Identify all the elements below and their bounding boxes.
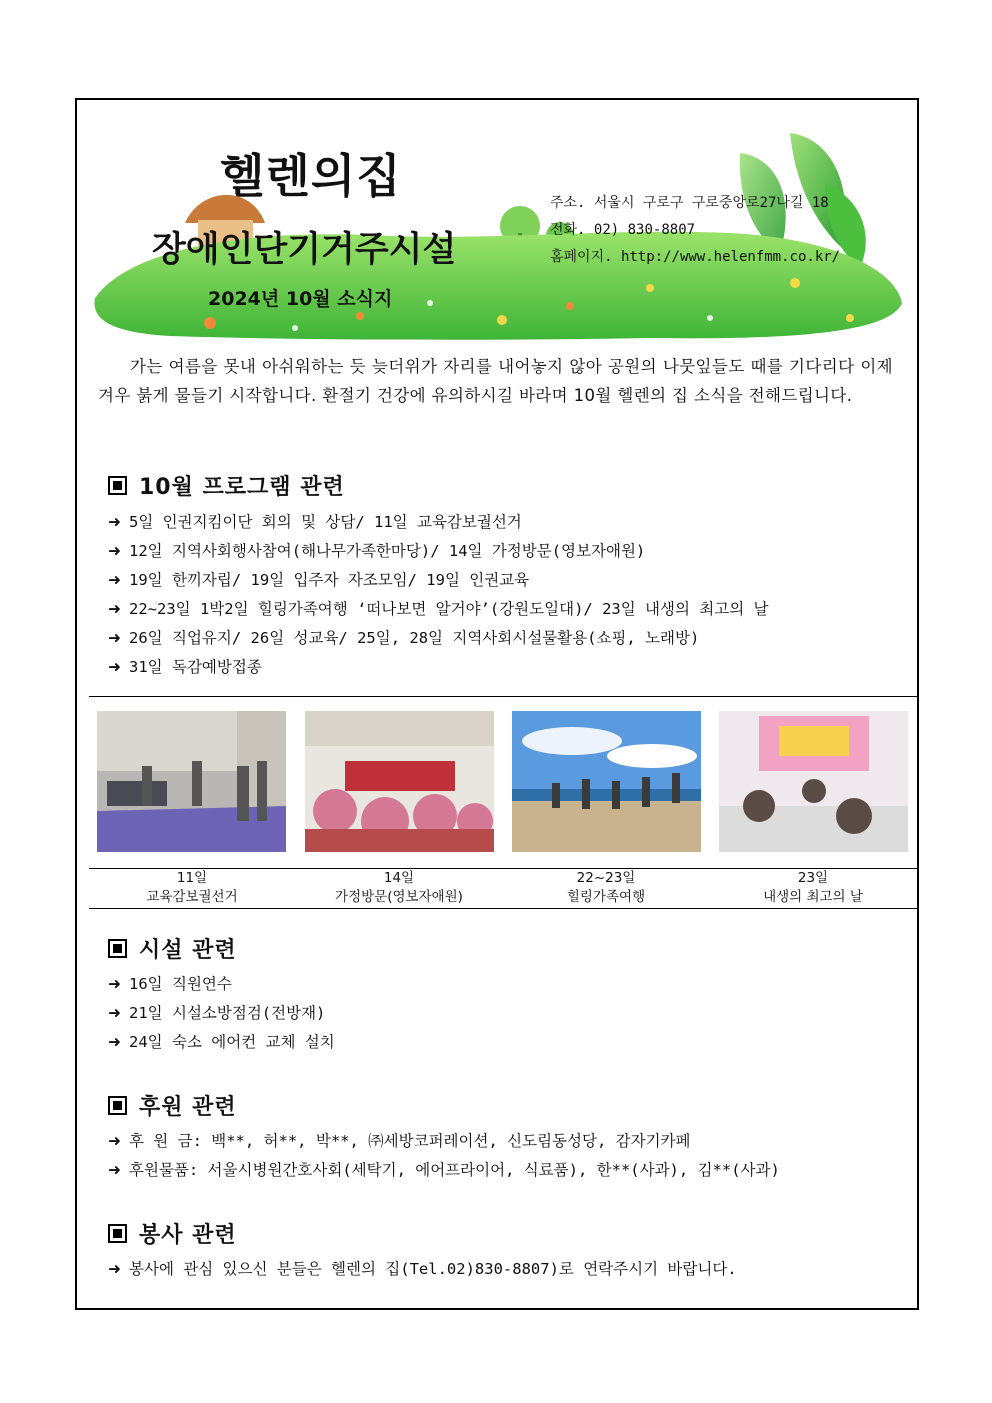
square-bullet-icon [108, 939, 127, 958]
list-item: ➜ 26일 직업유지/ 26일 성교육/ 25일, 28일 지역사회시설물활용(쇼핑, 노래방) [108, 629, 700, 647]
homepage-link[interactable]: 홈페이지. http://www.helenfmm.co.kr/ [550, 249, 841, 265]
photo-election [97, 711, 286, 852]
sponsor-list [108, 1127, 780, 1185]
arrow-icon: ➜ [108, 1033, 121, 1051]
arrow-icon: ➜ [108, 600, 121, 618]
list-item: ➜ 16일 직원연수 [108, 975, 232, 993]
arrow-icon: ➜ [108, 1004, 121, 1022]
square-bullet-icon [108, 1224, 127, 1243]
program-heading: 10월 프로그램 관련 [108, 470, 345, 501]
divider [89, 696, 917, 697]
arrow-icon: ➜ [108, 629, 121, 647]
program-list [108, 508, 769, 682]
intro-paragraph: 가는 여름을 못내 아쉬워하는 듯 늦더위가 자리를 내어놓지 않아 공원의 나뭇잎들도 때를 기다리다 이제 겨우 붉게 물들기 시작합니다. 환절기 건강에 유의하시길 바라며 10월 헬렌의 집 소식을 전해드립니다. [98, 357, 893, 405]
newsletter-title: 헬렌의집 [220, 149, 402, 203]
photo-beach-trip [512, 711, 701, 852]
list-item: ➜ 12일 지역사회행사참여(해나무가족한마당)/ 14일 가정방문(영보자애원) [108, 542, 646, 560]
list-item: ➜ 19일 한끼자립/ 19일 입주자 자조모임/ 19일 인권교육 [108, 571, 530, 589]
address-text: 주소. 서울시 구로구 구로중앙로27나길 18 [550, 195, 829, 211]
newsletter-header [90, 128, 905, 343]
list-item: ➜ 후 원 금: 백**, 허**, 박**, ㈜세방코퍼레이션, 신도림동성당, 감자기카페 [108, 1132, 691, 1150]
arrow-icon: ➜ [108, 1161, 121, 1179]
sponsor-heading: 후원 관련 [108, 1090, 237, 1121]
list-item: ➜ 후원물품: 서울시병원간호사회(세탁기, 에어프라이어, 식료품), 한**(사과), 김**(사과) [108, 1161, 780, 1179]
list-item: ➜ 봉사에 관심 있으신 분들은 헬렌의 집(Tel.02)830-8807)로 연락주시기 바랍니다. [108, 1260, 737, 1278]
photo-caption: 14일 가정방문(영보자애원) [335, 870, 463, 905]
photo-home-visit [305, 711, 494, 852]
list-item: ➜ 22~23일 1박2일 힐링가족여행 ‘떠나보면 알거야’(강원도일대)/ 23일 내생의 최고의 날 [108, 600, 769, 618]
volunteer-list [108, 1255, 737, 1284]
arrow-icon: ➜ [108, 1132, 121, 1150]
photo-caption: 23일 내생의 최고의 날 [763, 870, 863, 905]
arrow-icon: ➜ [108, 658, 121, 676]
facility-name: 장애인단기거주시설 [152, 230, 457, 270]
square-bullet-icon [108, 1096, 127, 1115]
volunteer-heading: 봉사 관련 [108, 1218, 237, 1249]
list-item: ➜ 31일 독감예방접종 [108, 658, 262, 676]
facility-list [108, 970, 335, 1057]
phone-text: 전화. 02) 830-8807 [550, 222, 696, 238]
list-item: ➜ 21일 시설소방점검(전방재) [108, 1004, 326, 1022]
arrow-icon: ➜ [108, 542, 121, 560]
arrow-icon: ➜ [108, 513, 121, 531]
list-item: ➜ 5일 인권지킴이단 회의 및 상담/ 11일 교육감보궐선거 [108, 513, 522, 531]
arrow-icon: ➜ [108, 1260, 121, 1278]
arrow-icon: ➜ [108, 975, 121, 993]
photo-caption: 22~23일 힐링가족여행 [566, 870, 646, 905]
arrow-icon: ➜ [108, 571, 121, 589]
photo-caption: 11일 교육감보궐선거 [146, 870, 238, 905]
list-item: ➜ 24일 숙소 에어컨 교체 설치 [108, 1033, 335, 1051]
square-bullet-icon [108, 476, 127, 495]
divider [89, 908, 917, 909]
facility-heading: 시설 관련 [108, 933, 237, 964]
issue-label: 2024년 10월 소식지 [208, 288, 393, 310]
photo-best-day [719, 711, 908, 852]
contact-block [550, 190, 840, 271]
